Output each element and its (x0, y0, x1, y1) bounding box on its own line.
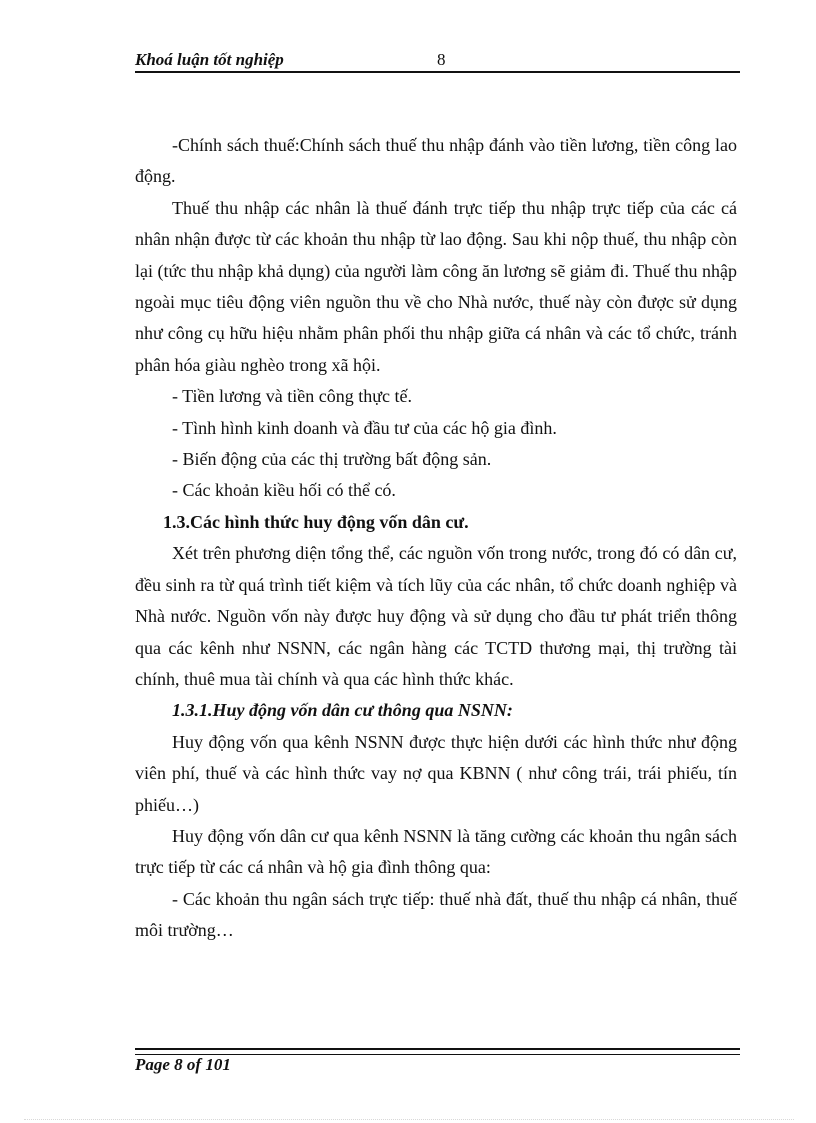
page-header (135, 48, 740, 72)
paragraph-nsnn-mobilization: Huy động vốn dân cư qua kênh NSNN là tăng cường các khoản thu ngân sách trực tiếp từ các cá nhân và hộ gia đình thông qua: (135, 825, 737, 878)
subsection-heading-1-3-1: 1.3.1.Huy động vốn dân cư thông qua NSNN: (172, 700, 513, 721)
paragraph-nsnn-forms: Huy động vốn qua kênh NSNN được thực hiện dưới các hình thức như động viên phí, thuế và các hình thức vay nợ qua KBNN ( như công trái, trái phiếu, tín phiếu…) (135, 731, 737, 815)
page-footer: Page 8 of 101 (135, 1055, 231, 1074)
footer-rule (135, 1048, 740, 1055)
list-item-remittances: - Các khoản kiều hối có thể có. (172, 480, 396, 501)
list-item-real-estate: - Biến động của các thị trường bất động sản. (172, 449, 492, 470)
paragraph-tax-policy: -Chính sách thuế:Chính sách thuế thu nhập đánh vào tiền lương, tiền công lao động. (135, 135, 737, 187)
list-item-household-business: - Tình hình kinh doanh và đầu tư của các hộ gia đình. (172, 417, 557, 438)
section-heading-1-3: 1.3.Các hình thức huy động vốn dân cư. (163, 511, 469, 532)
paragraph-capital-sources: Xét trên phương diện tổng thể, các nguồn vốn trong nước, trong đó có dân cư, đều sinh ra từ quá trình tiết kiệm và tích lũy của các nhân, tổ chức doanh nghiệp và Nhà nước. Nguồn vốn này được huy động và sử dụng cho đầu tư phát triển thông qua các kênh như NSNN, các ngân hàng các TCTD thương mại, thị trường tài chính, thuê mua tài chính và qua các hình thức khác. (135, 543, 737, 689)
header-rule (135, 71, 740, 73)
list-item-direct-revenue: - Các khoản thu ngân sách trực tiếp: thuế nhà đất, thuế thu nhập cá nhân, thuế môi trường… (135, 888, 737, 941)
header-title: Khoá luận tốt nghiệp (135, 50, 284, 69)
paragraph-income-tax: Thuế thu nhập các nhân là thuế đánh trực tiếp thu nhập trực tiếp của các cá nhân nhận được từ các khoản thu nhập từ lao động. Sau khi nộp thuế, thu nhập còn lại (tức thu nhập khả dụng) của người làm công ăn lương sẽ giảm đi. Thuế thu nhập ngoài mục tiêu động viên nguồn thu về cho Nhà nước, thuế này còn được sử dụng như công cụ hữu hiệu nhằm phân phối thu nhập giữa cá nhân và các tổ chức, tránh phân hóa giàu nghèo trong xã hội. (135, 197, 737, 375)
body-text (135, 130, 737, 947)
list-item-wages: - Tiền lương và tiền công thực tế. (172, 386, 413, 407)
page-edge-divider (24, 1119, 794, 1120)
header-page-number: 8 (437, 50, 446, 69)
